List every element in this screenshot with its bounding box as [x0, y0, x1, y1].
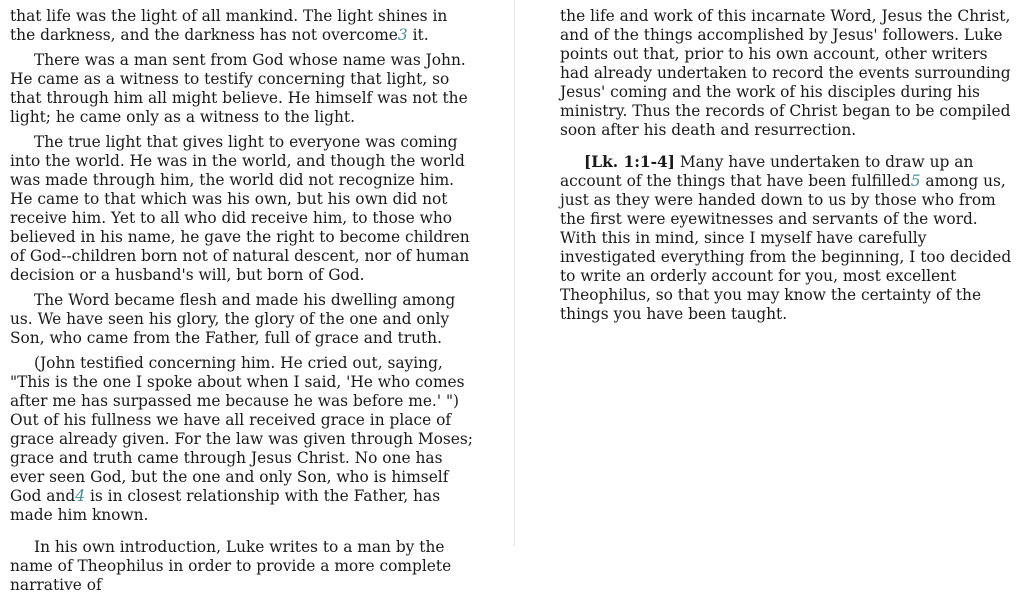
scripture-reference: [Lk. 1:1-4] [584, 153, 675, 171]
paragraph-text: it. [407, 26, 429, 44]
paragraph-text: among us, just as they were handed down to us by those who from the first were eyewitnesses and servants of the word. With this in mind, since I myself have carefully investigated everything from the beginning, I too decided to write an orderly account for you, most excellent Theophilus, so that you may know the certainty of the things you have been taught. [560, 172, 1012, 323]
paragraph: The Word became flesh and made his dwelling among us. We have seen his glory, the glory of the one and only Son, who came from the Father, full of grace and truth. [10, 291, 456, 347]
left-page-column [10, 7, 476, 601]
paragraph [10, 7, 476, 45]
footnote-marker[interactable]: 5 [910, 172, 921, 190]
paragraph-text: that life was the light of all mankind. The light shines in the darkness, and the darkness has not overcome [10, 7, 448, 44]
paragraph: There was a man sent from God whose name was John. He came as a witness to testify concerning that light, so that through him all might believe. He himself was not the light; he came only as a witness to the light. [10, 51, 468, 126]
paragraph [560, 153, 1016, 324]
page-divider [514, 0, 515, 546]
paragraph: the life and work of this incarnate Word, Jesus the Christ, and of the things accomplished by Jesus' followers. Luke points out that, prior to his own account, other writers had already undertaken to record the events surrounding Jesus' coming and the work of his disciples during his ministry. Thus the records of Christ began to be compiled soon after his death and resurrection. [560, 7, 1011, 139]
paragraph-text: is in closest relationship with the Father, has made him known. [10, 487, 441, 524]
right-page-column [560, 7, 1016, 330]
footnote-marker[interactable]: 4 [75, 487, 86, 505]
paragraph: In his own introduction, Luke writes to a man by the name of Theophilus in order to provide a more complete narrative of [10, 538, 452, 594]
paragraph: The true light that gives light to everyone was coming into the world. He was in the world, and though the world was made through him, the world did not recognize him. He came to that which was his own, but his own did not receive him. Yet to all who did receive him, to those who believed in his name, he gave the right to become children of God--children born not of natural descent, nor of human decision or a husband's will, but born of God. [10, 133, 470, 284]
footnote-marker[interactable]: 3 [397, 26, 408, 44]
paragraph [10, 354, 476, 525]
paragraph-text: Many have undertaken to draw up an account of the things that have been fulfilled [560, 153, 974, 190]
paragraph-text: (John testified concerning him. He cried out, saying, "This is the one I spoke about when I said, 'He who comes after me has surpassed me because he was before me.' ") Out of his fullness we have all received grace in place of grace already given. For the law was given through Moses; grace and truth came through Jesus Christ. No one has ever seen God, but the one and only Son, who is himself God and [10, 354, 473, 505]
